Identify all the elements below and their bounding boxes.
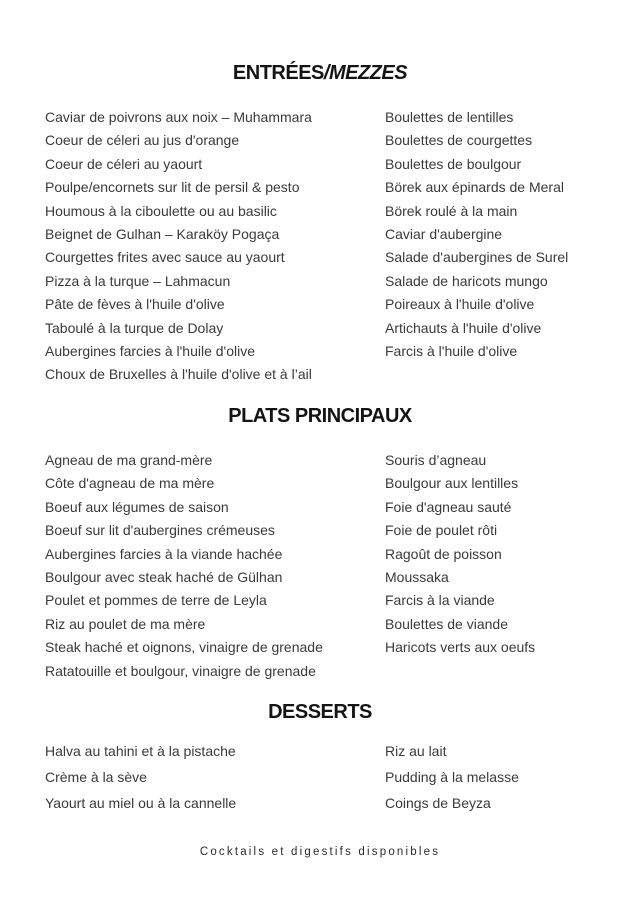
menu-item: Pâte de fèves à l'huile d'olive	[45, 296, 225, 313]
menu-item: Haricots verts aux oeufs	[385, 639, 536, 656]
menu-item: Riz au poulet de ma mère	[45, 615, 206, 632]
menu-item: Houmous à la ciboulette ou au basilic	[45, 202, 277, 219]
menu-item: Beignet de Gulhan – Karaköy Pogaça	[45, 226, 280, 243]
menu-item: Poulpe/encornets sur lit de persil & pesto	[45, 179, 300, 196]
section-columns	[0, 449, 640, 683]
menu-list	[45, 106, 385, 387]
menu-item: Artichauts à l'huile d'olive	[385, 319, 542, 336]
menu-item: Steak haché et oignons, vinaigre de grenade	[45, 639, 323, 656]
section-columns	[0, 106, 640, 387]
menu-item: Foie de poulet rôti	[385, 522, 498, 539]
menu-item: Coeur de céleri au jus d'orange	[45, 132, 240, 149]
menu-item: Caviar de poivrons aux noix – Muhammara	[45, 109, 312, 125]
menu-item: Souris d’agneau	[385, 451, 487, 468]
menu-item: Aubergines farcies à la viande hachée	[45, 545, 283, 562]
menu-item: Boulettes de viande	[385, 615, 508, 632]
menu-item: Coeur de céleri au yaourt	[45, 155, 203, 172]
menu-item: Crème à la sève	[45, 768, 147, 785]
section-title-text: DESSERTS	[268, 700, 372, 723]
menu-section-plats	[0, 404, 640, 683]
menu-list	[385, 106, 640, 363]
section-title-entrees	[0, 61, 640, 85]
section-columns	[0, 738, 640, 816]
footer-note: Cocktails et digestifs disponibles	[199, 845, 441, 858]
menu-item: Yaourt au miel ou à la cannelle	[45, 794, 237, 811]
menu-item: Courgettes frites avec sauce au yaourt	[45, 249, 285, 266]
menu-list	[385, 738, 640, 816]
menu-item: Boulettes de boulgour	[385, 155, 522, 172]
section-title-plats	[0, 404, 640, 428]
section-title-text: PLATS PRINCIPAUX	[228, 404, 412, 427]
menu-item: Boulgour aux lentilles	[385, 475, 519, 492]
menu-item: Boulettes de courgettes	[385, 132, 533, 149]
menu-list	[45, 738, 385, 816]
menu-item: Poireaux à l'huile d'olive	[385, 296, 535, 313]
menu-item: Coings de Beyza	[385, 794, 491, 811]
section-title-desserts	[0, 700, 640, 724]
menu-item: Halva au tahini et à la pistache	[45, 742, 236, 759]
menu-item: Choux de Bruxelles à l'huile d'olive et à l’ail	[45, 366, 312, 383]
menu-item: Boulettes de lentilles	[385, 109, 514, 125]
menu-item: Poulet et pommes de terre de Leyla	[45, 592, 267, 609]
menu-list	[45, 449, 385, 683]
menu-item: Farcis à la viande	[385, 592, 495, 609]
menu-item: Riz au lait	[385, 742, 447, 759]
plats-column-right	[385, 449, 640, 683]
menu-sections	[0, 61, 640, 816]
entrees-column-left	[45, 106, 385, 387]
plats-column-left	[45, 449, 385, 683]
menu-item: Boeuf sur lit d'aubergines crémeuses	[45, 522, 275, 539]
menu-item: Taboulé à la turque de Dolay	[45, 319, 224, 336]
section-title-text: ENTRÉES	[232, 62, 324, 84]
menu-item: Börek aux épinards de Meral	[385, 179, 564, 196]
menu-item: Ratatouille et boulgour, vinaigre de grenade	[45, 662, 316, 679]
menu-section-entrees	[0, 61, 640, 387]
menu-item: Côte d'agneau de ma mère	[45, 475, 215, 492]
menu-item: Foie d'agneau sauté	[385, 498, 512, 515]
menu-item: Pudding à la melasse	[385, 768, 519, 785]
desserts-column-right	[385, 738, 640, 816]
menu-item: Aubergines farcies à l'huile d'olive	[45, 343, 256, 360]
menu-list	[385, 449, 640, 660]
menu-item: Salade d'aubergines de Surel	[385, 249, 569, 266]
menu-item: Börek roulé à la main	[385, 202, 518, 219]
menu-item: Farcis à l'huile d'olive	[385, 343, 518, 360]
menu-item: Boeuf aux légumes de saison	[45, 498, 229, 515]
section-title-italic-text: /MEZZES	[323, 62, 408, 84]
menu-item: Boulgour avec steak haché de Gülhan	[45, 568, 283, 585]
menu-item: Moussaka	[385, 568, 449, 585]
menu-item: Salade de haricots mungo	[385, 272, 548, 289]
desserts-column-left	[45, 738, 385, 816]
menu-item: Agneau de ma grand-mère	[45, 451, 213, 468]
menu-section-desserts	[0, 700, 640, 816]
entrees-column-right	[385, 106, 640, 387]
menu-item: Caviar d'aubergine	[385, 226, 503, 243]
menu-item: Pizza à la turque – Lahmacun	[45, 272, 231, 289]
menu-item: Ragoût de poisson	[385, 545, 502, 562]
